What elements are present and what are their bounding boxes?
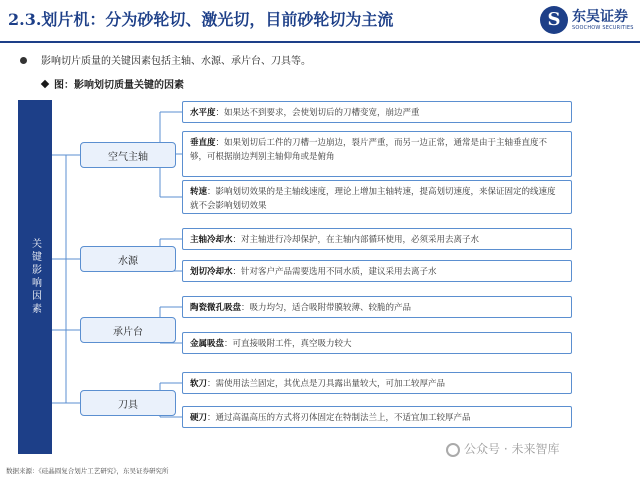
detail-text: ：吸力均匀，适合吸附带膜较薄、较脆的产品 [241, 303, 412, 313]
detail-key: 水平度 [190, 108, 216, 118]
bullet-dot-icon [20, 57, 27, 64]
detail-metal-chuck [182, 332, 572, 354]
detail-key: 划切冷却水 [190, 267, 233, 277]
detail-text: ：可直接吸附工件，真空吸力较大 [224, 339, 352, 349]
category-air-spindle: 空气主轴 [80, 142, 176, 168]
detail-text: ：针对客户产品需要选用不同水质，建议采用去离子水 [232, 267, 437, 277]
detail-key: 主轴冷却水 [190, 235, 233, 245]
category-blade: 刀具 [80, 390, 176, 416]
category-water: 水源 [80, 246, 176, 272]
page-title: 2.3.划片机：分为砂轮切、激光切，目前砂轮切为主流 [8, 10, 394, 29]
diagram-root-node: 关键影响因素 [18, 100, 52, 454]
source-footnote: 数据来源：《硅晶圆复合划片工艺研究》，东吴证券研究所 [6, 467, 169, 475]
logo-en-text: SOOCHOW SECURITIES [572, 25, 634, 31]
detail-key: 硬刀 [190, 413, 208, 423]
wechat-icon [446, 443, 460, 457]
title-divider [0, 41, 640, 43]
detail-text: ：如果达不到要求，会使划切后的刀槽变宽，崩边严重 [215, 108, 420, 118]
detail-text: ：需使用法兰固定，其优点是刀具露出量较大，可加工较厚产品 [207, 379, 446, 389]
figure-title-text: 图：影响划切质量关键的因素 [54, 80, 184, 91]
diamond-icon [41, 80, 49, 88]
detail-levelness [182, 101, 572, 123]
logo-s-icon: S [547, 9, 561, 30]
detail-key: 转速 [190, 187, 208, 197]
title-bar [0, 0, 640, 42]
watermark [446, 440, 559, 457]
detail-ceramic-chuck [182, 296, 572, 318]
detail-text: ：对主轴进行冷却保护，在主轴内部循环使用，必须采用去离子水 [232, 235, 480, 245]
detail-dicing-coolant [182, 260, 572, 282]
detail-text: ：影响划切效果的是主轴线速度，理论上增加主轴转速，提高划切速度，来保证固定的线速度就不会影响划切效果 [190, 187, 556, 211]
detail-key: 垂直度 [190, 138, 216, 148]
category-chuck-table: 承片台 [80, 317, 176, 343]
bullet-text: 影响切片质量的关键因素包括主轴、水源、承片台、刀具等。 [41, 56, 311, 67]
detail-key: 陶瓷微孔吸盘 [190, 303, 242, 313]
detail-key: 金属吸盘 [190, 339, 225, 349]
company-logo [540, 4, 636, 38]
detail-verticality [182, 131, 572, 177]
detail-text: ：通过高温高压的方式将刃体固定在特制法兰上，不适宜加工较厚产品 [207, 413, 471, 423]
logo-cn-text: 东吴证券 [572, 9, 628, 25]
detail-text: ：如果划切后工件的刀槽一边崩边，裂片严重，而另一边正常，通常是由于主轴垂直度不够，可根据崩边判别主轴仰角或是俯角 [190, 138, 548, 162]
detail-hard-blade [182, 406, 572, 428]
bullet-point [20, 52, 311, 67]
figure-title [42, 76, 184, 91]
watermark-text: 公众号 · 未来智库 [464, 442, 560, 456]
detail-soft-blade [182, 372, 572, 394]
detail-key: 软刀 [190, 379, 208, 389]
detail-rotation-speed [182, 180, 572, 214]
detail-spindle-coolant [182, 228, 572, 250]
